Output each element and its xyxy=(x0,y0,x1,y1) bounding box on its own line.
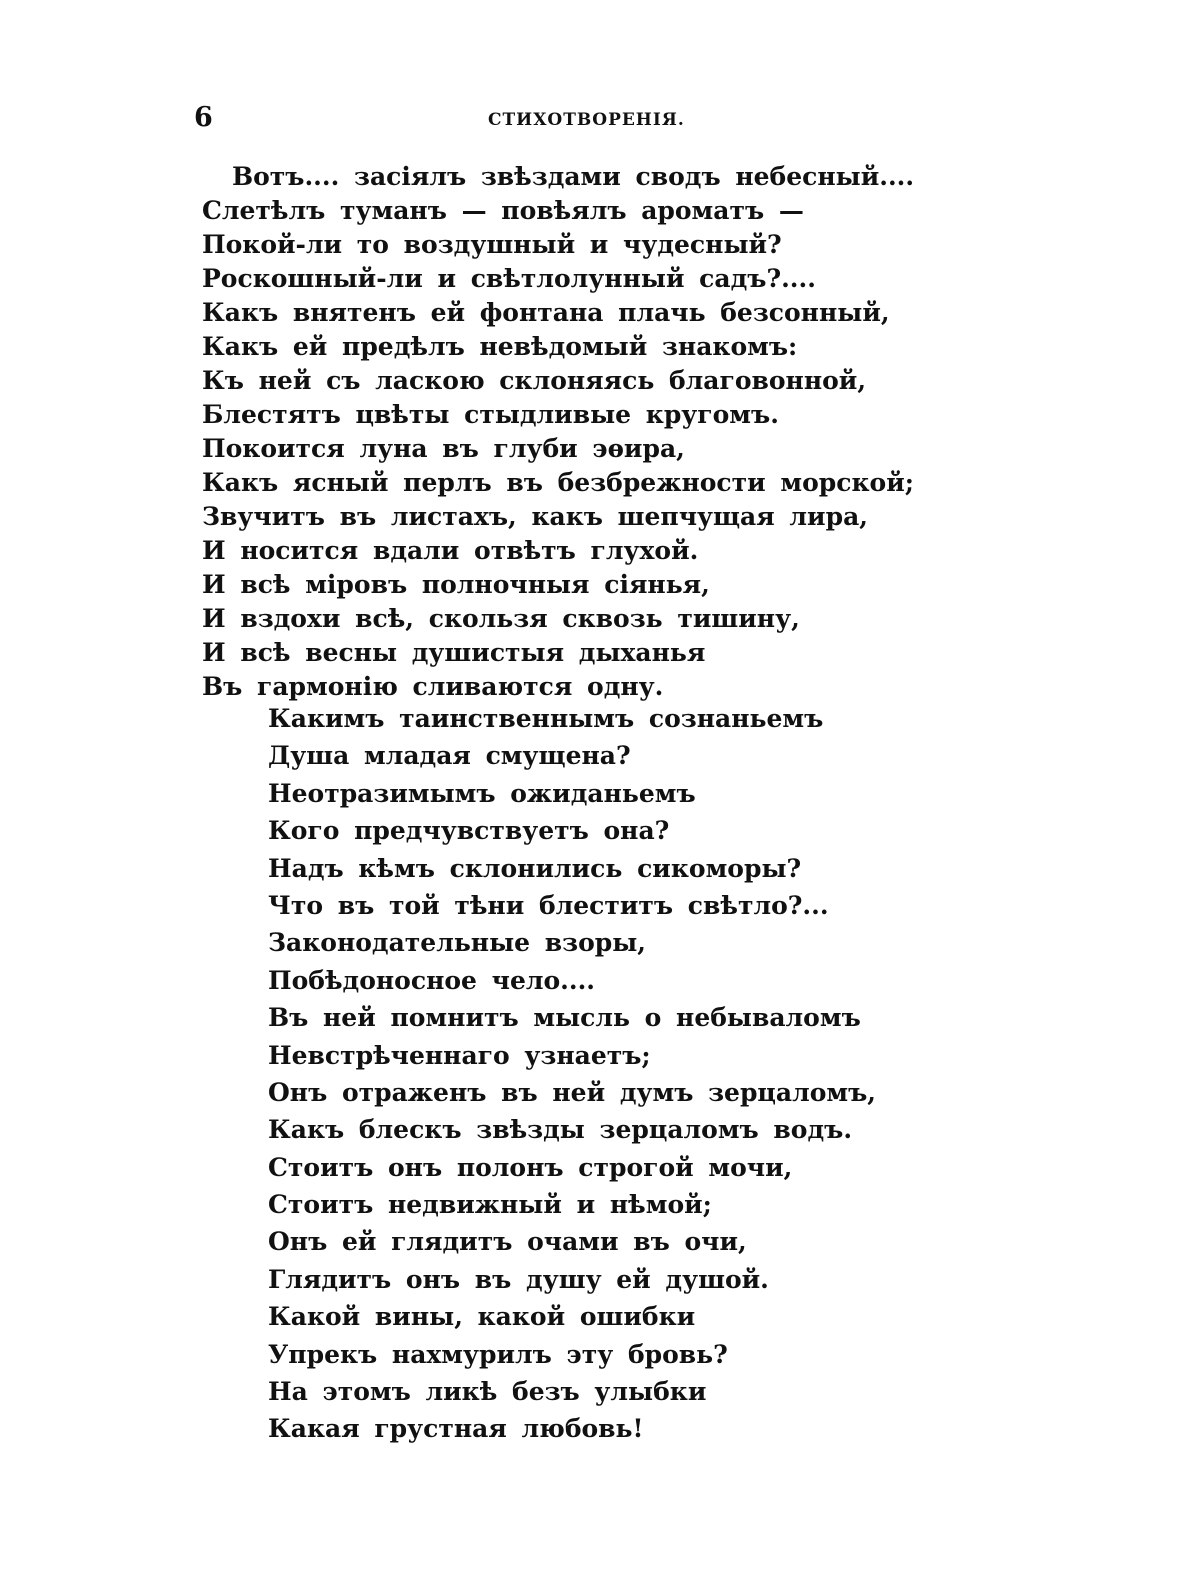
verse-line: На этомъ ликѣ безъ улыбки xyxy=(268,1377,707,1407)
verse-line: Къ ней съ ласкою склоняясь благовонной, xyxy=(202,366,867,395)
verse-line: Какой вины, какой ошибки xyxy=(268,1302,696,1332)
verse-line: Надъ кѣмъ склонились сикоморы? xyxy=(268,853,802,883)
verse-line: Вотъ.... засіялъ звѣздами сводъ небесный.... xyxy=(232,162,915,191)
verse-line: Глядитъ онъ въ душу ей душой. xyxy=(268,1264,769,1294)
verse-line: Слетѣлъ туманъ — повѣялъ ароматъ — xyxy=(202,196,804,225)
verse-line: И всѣ міровъ полночныя сіянья, xyxy=(202,570,710,599)
verse-line: Стоитъ онъ полонъ строгой мочи, xyxy=(268,1152,793,1182)
verse-line: Что въ той тѣни блеститъ свѣтло?... xyxy=(268,890,829,920)
verse-line: Блестятъ цвѣты стыдливые кругомъ. xyxy=(202,400,779,429)
verse-line: Душа младая смущена? xyxy=(268,741,631,771)
verse-line: Законодательные взоры, xyxy=(268,928,646,958)
verse-line: Какимъ таинственнымъ сознаньемъ xyxy=(268,704,824,733)
verse-line: Звучитъ въ листахъ, какъ шепчущая лира, xyxy=(202,502,868,531)
verse-line: Онъ ей глядитъ очами въ очи, xyxy=(268,1227,747,1257)
verse-line: Неотразимымъ ожиданьемъ xyxy=(268,778,696,808)
verse-line: Покоится луна въ глуби эѳира, xyxy=(202,434,685,463)
verse-line: И всѣ весны душистыя дыханья xyxy=(202,638,706,667)
page-number: 6 xyxy=(194,102,213,133)
stanza-2 xyxy=(268,700,876,1448)
running-head: СТИХОТВОРЕНІЯ. xyxy=(488,110,685,130)
verse-line: И вздохи всѣ, скользя сквозь тишину, xyxy=(202,604,800,633)
verse-line: Какъ ясный перлъ въ безбрежности морской; xyxy=(202,468,914,497)
verse-line: Какъ внятенъ ей фонтана плачь безсонный, xyxy=(202,298,890,327)
verse-line: Покой-ли то воздушный и чудесный? xyxy=(202,230,782,259)
verse-line: Невстрѣченнаго узнаетъ; xyxy=(268,1040,651,1070)
verse-line: Въ ней помнитъ мысль о небываломъ xyxy=(268,1003,861,1033)
stanza-1 xyxy=(202,160,914,704)
verse-line: Въ гармонію сливаются одну. xyxy=(202,672,664,701)
verse-line: Какъ ей предѣлъ невѣдомый знакомъ: xyxy=(202,332,798,361)
verse-line: Какъ блескъ звѣзды зерцаломъ водъ. xyxy=(268,1115,853,1145)
verse-line: Кого предчувствуетъ она? xyxy=(268,816,670,846)
verse-line: Роскошный-ли и свѣтлолунный садъ?.... xyxy=(202,264,816,293)
verse-line: Стоитъ недвижный и нѣмой; xyxy=(268,1190,712,1220)
verse-line: И носится вдали отвѣтъ глухой. xyxy=(202,536,699,565)
verse-line: Онъ отраженъ въ ней думъ зерцаломъ, xyxy=(268,1077,877,1107)
verse-line: Побѣдоносное чело.... xyxy=(268,965,595,995)
verse-line: Упрекъ нахмурилъ эту бровь? xyxy=(268,1339,728,1369)
verse-line: Какая грустная любовь! xyxy=(268,1414,644,1444)
